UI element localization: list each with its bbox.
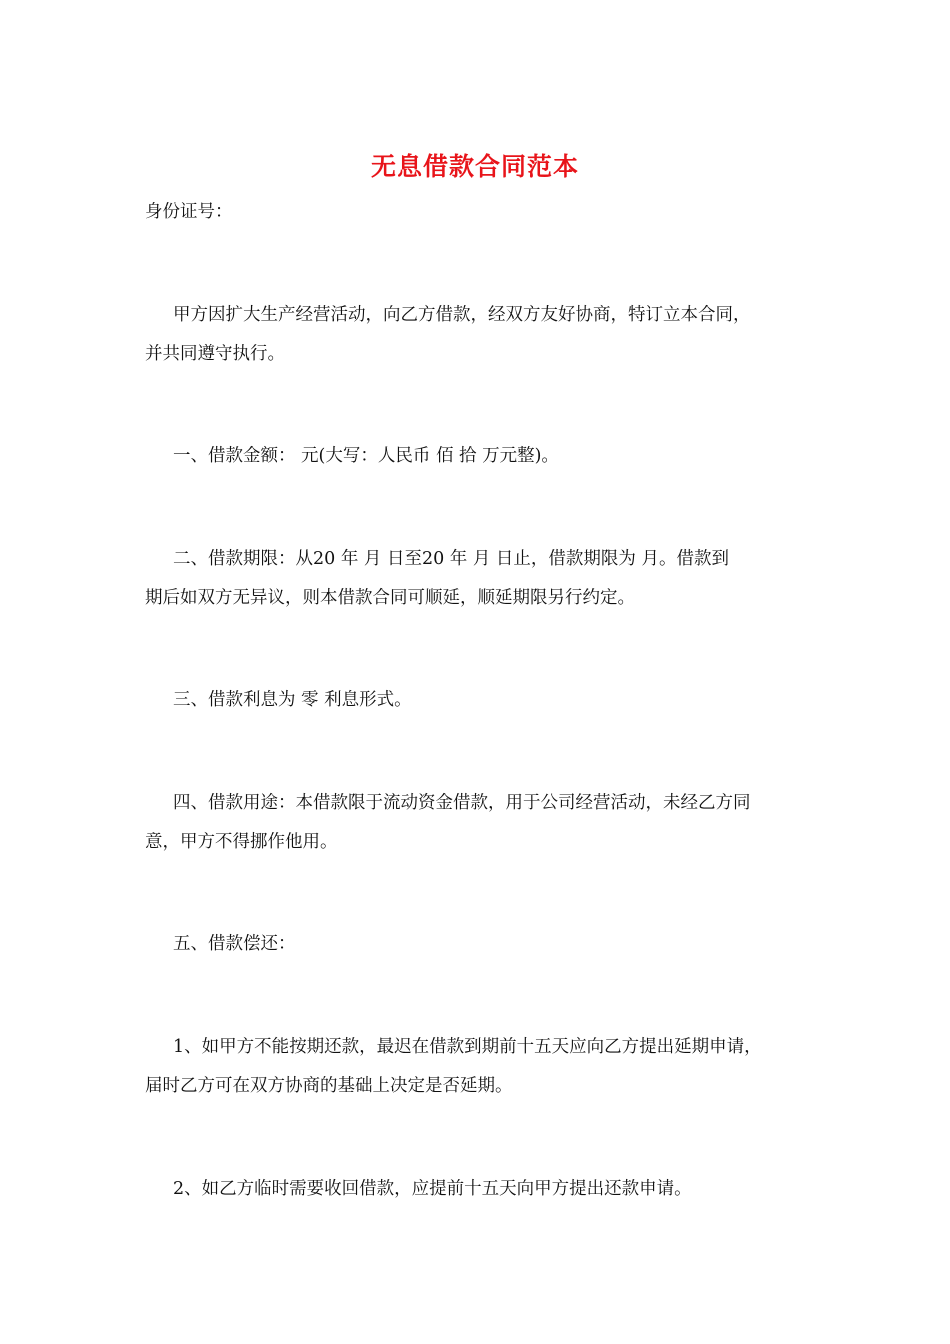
clause-loan-term-line-1: 二、借款期限：从20 年 月 日至20 年 月 日止，借款期限为 月。借款到 (173, 549, 729, 569)
repayment-item-1-line-2: 届时乙方可在双方协商的基础上决定是否延期。 (145, 1076, 513, 1096)
clause-repayment: 五、借款偿还： (173, 934, 296, 954)
clause-interest: 三、借款利息为 零 利息形式。 (173, 690, 412, 710)
preamble-line-1: 甲方因扩大生产经营活动，向乙方借款，经双方友好协商，特订立本合同， (173, 305, 751, 325)
clause-purpose-line-1: 四、借款用途：本借款限于流动资金借款，用于公司经营活动，未经乙方同 (173, 793, 751, 813)
clause-loan-amount: 一、借款金额： 元(大写：人民币 佰 拾 万元整)。 (173, 446, 559, 466)
document-title: 无息借款合同范本 (370, 152, 579, 181)
clause-loan-term-line-2: 期后如双方无异议，则本借款合同可顺延，顺延期限另行约定。 (145, 588, 635, 608)
clause-purpose-line-2: 意，甲方不得挪作他用。 (145, 832, 338, 852)
id-number-label: 身份证号： (145, 202, 233, 222)
repayment-item-1-line-1: 1、如甲方不能按期还款，最迟在借款到期前十五天应向乙方提出延期申请， (173, 1037, 762, 1057)
preamble-line-2: 并共同遵守执行。 (145, 344, 285, 364)
repayment-item-2: 2、如乙方临时需要收回借款，应提前十五天向甲方提出还款申请。 (173, 1179, 692, 1199)
